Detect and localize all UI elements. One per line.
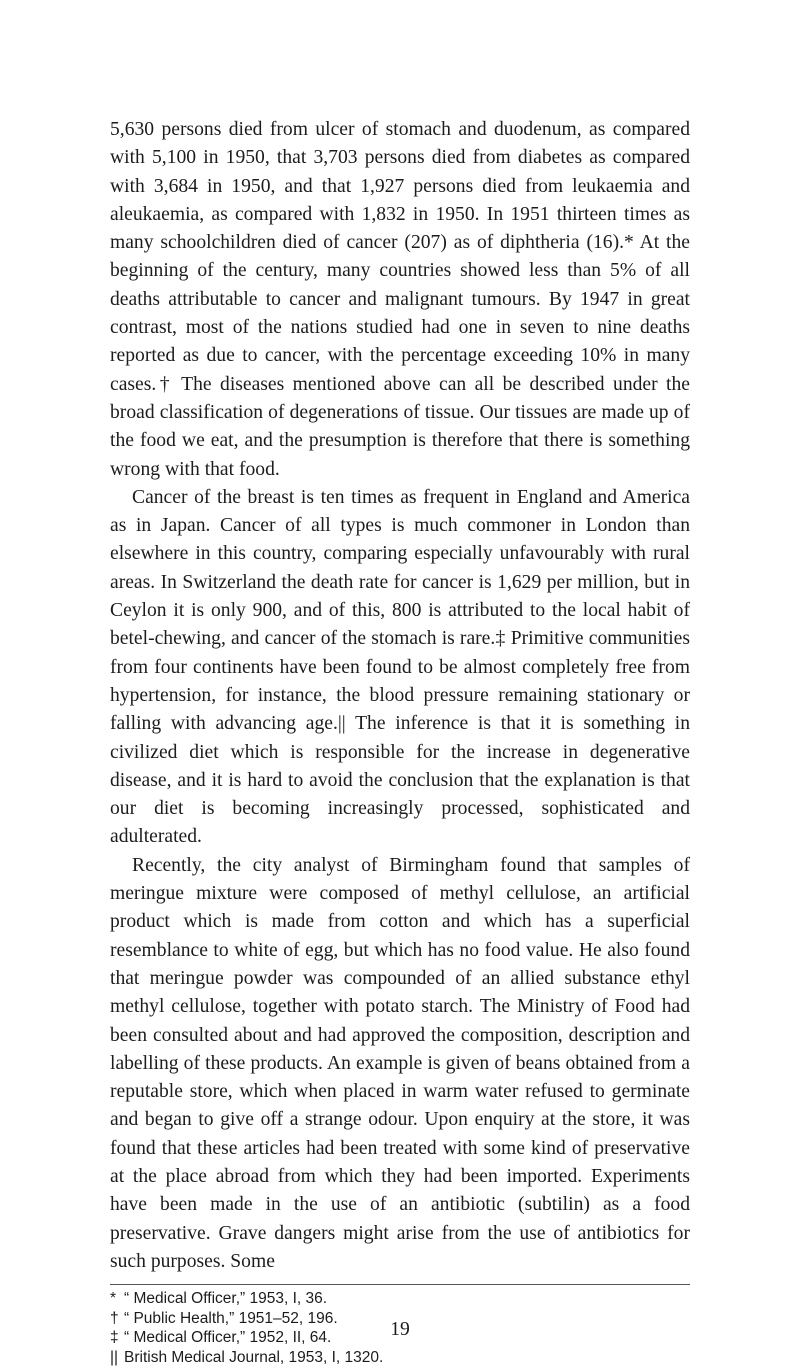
footnote-mark: || [110, 1348, 119, 1366]
footnote-mark: * [110, 1290, 117, 1308]
footnote [110, 1289, 690, 1309]
footnote-text: “ Medical Officer,” 1952, II, 64. [124, 1329, 332, 1347]
page-content [110, 116, 690, 1368]
footnote-text: British Medical Journal, 1953, I, 1320. [124, 1348, 384, 1366]
body-paragraph: Cancer of the breast is ten times as frequent in England and America as in Japan. Cancer of all types is much commoner in London than elsewhere in this country, comparing especially unfavourably with rural areas. In Switzerland the death rate for cancer is 1,629 per million, but in Ceylon it is only 900, and of this, 800 is attributed to the local habit of betel-chewing, and cancer of the stomach is rare.‡ Primitive communities from four continents have been found to be almost completely free from hypertension, for instance, the blood pressure remaining stationary or falling with advancing age.|| The inference is that it is something in civilized diet which is responsible for the increase in degenerative disease, and it is hard to avoid the conclusion that the explanation is that our diet is becoming increasingly processed, sophisticated and adulterated. [110, 486, 690, 848]
footnote [110, 1348, 690, 1368]
footnote-divider [110, 1284, 690, 1285]
footnote-text: “ Medical Officer,” 1953, I, 36. [124, 1290, 328, 1308]
page-number: 19 [390, 1319, 410, 1340]
footnote-mark: ‡ [110, 1329, 119, 1347]
body-paragraph: 5,630 persons died from ulcer of stomach and duodenum, as compared with 5,100 in 1950, that 3,703 persons died from diabetes as compared with 3,684 in 1950, and that 1,927 persons died from leukaemia and aleukaemia, as compared with 1,832 in 1950. In 1951 thirteen times as many schoolchildren died of cancer (207) as of diphtheria (16).* At the beginning of the century, many countries showed less than 5% of all deaths attributable to cancer and malignant tumours. By 1947 in great contrast, most of the nations studied had one in seven to nine deaths reported as due to cancer, with the percentage exceeding 10% in many cases.† The diseases mentioned above can all be described under the broad classification of degenerations of tissue. Our tissues are made up of the food we eat, and the presumption is therefore that there is something wrong with that food. [110, 119, 690, 480]
footnote-text: “ Public Health,” 1951–52, 196. [124, 1309, 338, 1327]
body-paragraph: Recently, the city analyst of Birmingham found that samples of meringue mixture were composed of methyl cellulose, an artificial product which is made from cotton and which has a superficial resemblance to white of egg, but which has no food value. He also found that meringue powder was compounded of an allied substance ethyl methyl cellulose, together with potato starch. The Ministry of Food had been consulted about and had approved the composition, description and labelling of these products. An example is given of beans obtained from a reputable store, which when placed in warm water refused to germinate and began to give off a strange odour. Upon enquiry at the store, it was found that these articles had been treated with some kind of preservative at the place abroad from which they had been imported. Experiments have been made in the use of an antibiotic (subtilin) as a food preservative. Grave dangers might arise from the use of antibiotics for such purposes. Some [110, 854, 690, 1272]
footnote-mark: † [110, 1309, 119, 1327]
